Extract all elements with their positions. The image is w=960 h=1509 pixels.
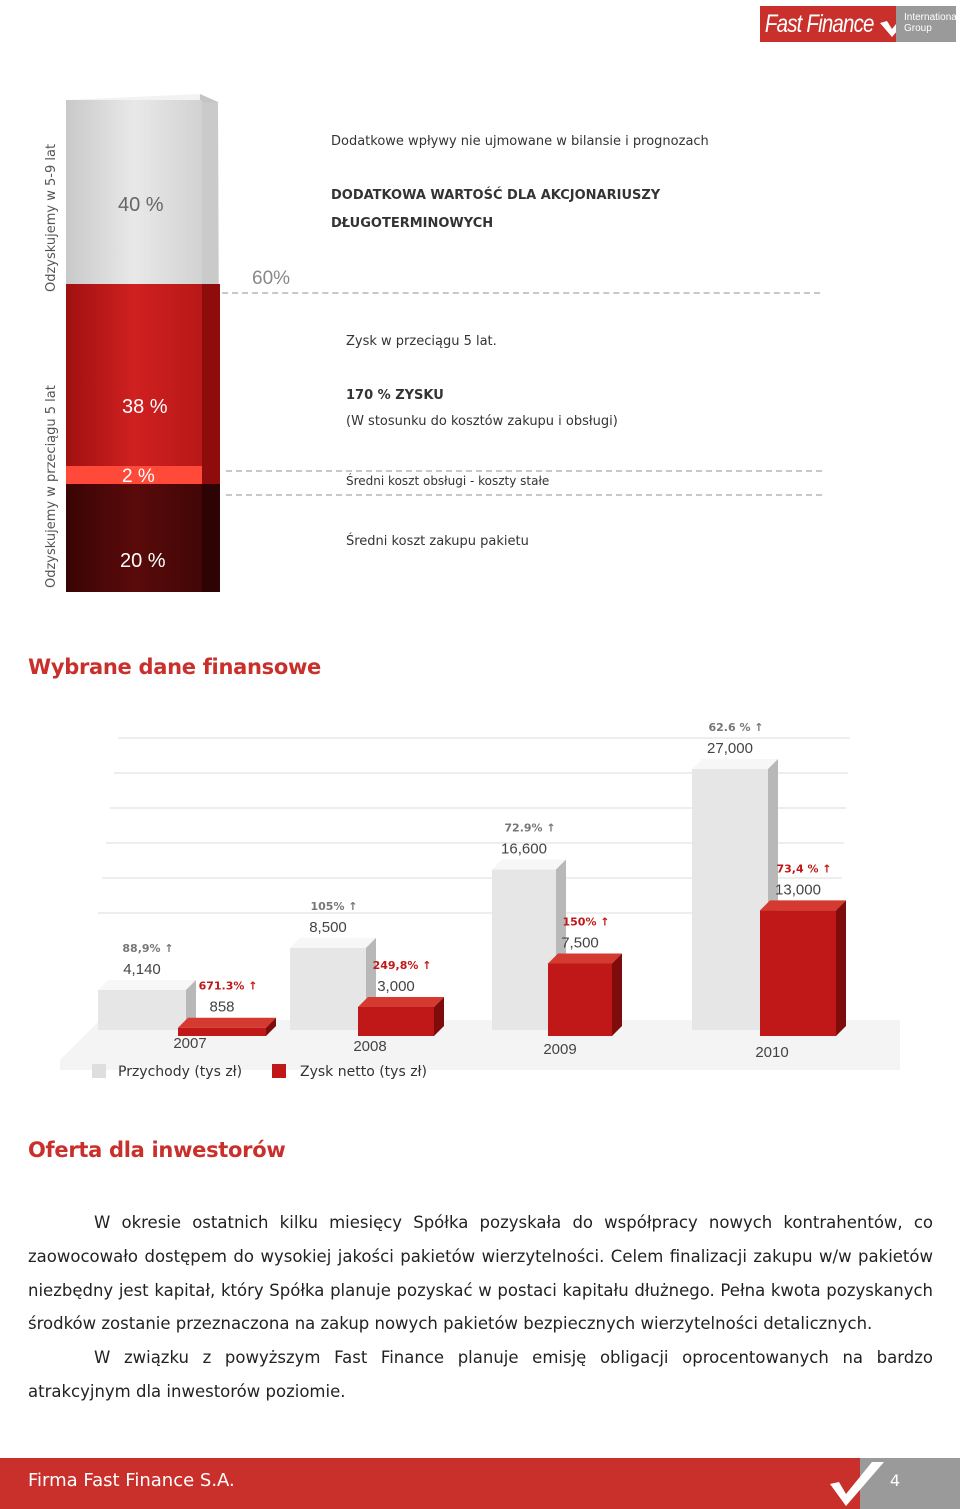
- value-label: 4,140: [123, 960, 161, 978]
- segment-label-grey: 40 %: [118, 194, 164, 216]
- bar-top-2009-0: [492, 860, 566, 870]
- value-label: 8,500: [309, 918, 347, 936]
- page-number: 4: [889, 1471, 900, 1490]
- bar-side-2010-1: [836, 900, 846, 1036]
- footer-company: Firma Fast Finance S.A.: [28, 1470, 235, 1491]
- profit-value: 170 % ZYSKU: [346, 388, 444, 403]
- offer-paragraph-2: W związku z powyższym Fast Finance planuje emisję obligacji oprocentowanych na bardzo atrakcyjnym dla inwestorów poziomie.: [28, 1348, 933, 1401]
- bar-top-2008-0: [290, 938, 376, 948]
- financial-chart: [60, 721, 900, 1100]
- bar-top-2009-1: [548, 954, 622, 964]
- legend-label-revenue: Przychody (tys zł): [118, 1064, 243, 1080]
- bar-top-2008-1: [358, 997, 444, 1007]
- growth-label: 62.6 % ↑: [708, 721, 764, 734]
- bar-2009-net-profit: [548, 964, 612, 1037]
- segment-label-dark-red: 20 %: [120, 550, 166, 572]
- logo-sub-line1: International: [904, 12, 960, 23]
- legend-label-net-profit: Zysk netto (tys zł): [300, 1064, 427, 1080]
- page-footer: [0, 1458, 960, 1509]
- bar-2007-revenue: [98, 990, 186, 1030]
- offer-text: [28, 1206, 933, 1409]
- segment-label-bright-red: 2 %: [122, 466, 155, 487]
- left-label-top: Odzyskujemy w 5-9 lat: [44, 143, 59, 292]
- value-label: 3,000: [377, 978, 415, 995]
- service-cost-label: Średni koszt obsługi - koszty stałe: [346, 474, 550, 488]
- value-label: 16,600: [501, 840, 547, 858]
- divider-line-1: [226, 470, 822, 472]
- extra-value-line2: DŁUGOTERMINOWYCH: [331, 216, 494, 231]
- recovery-bar: [0, 80, 260, 600]
- growth-label: 73,4 % ↑: [776, 862, 832, 876]
- segment-dark-red: [66, 484, 202, 592]
- purchase-cost-label: Średni koszt zakupu pakietu: [346, 534, 529, 549]
- x-tick-label: 2009: [543, 1041, 577, 1058]
- bar-top-2007-1: [178, 1018, 276, 1028]
- profit-note: (W stosunku do kosztów zakupu i obsługi): [346, 414, 618, 429]
- threshold-line: [222, 292, 820, 294]
- bar-2010-revenue: [692, 769, 768, 1030]
- bar-2008-net-profit: [358, 1007, 434, 1036]
- segment-label-red: 38 %: [122, 396, 168, 418]
- x-tick-label: 2008: [353, 1038, 387, 1055]
- segment-grey: [66, 100, 202, 284]
- left-label-bottom: Odzyskujemy w przeciągu 5 lat: [44, 385, 59, 588]
- growth-label: 249,8% ↑: [372, 959, 432, 972]
- threshold-label: 60%: [252, 268, 291, 289]
- bar-side-red: [202, 284, 220, 484]
- logo-sub-line2: Group: [904, 23, 932, 34]
- section-title-offer: Oferta dla inwestorów: [28, 1138, 286, 1162]
- footer-checkmark-icon: [826, 1458, 886, 1509]
- bar-2008-revenue: [290, 948, 366, 1030]
- extra-title: Dodatkowe wpływy nie ujmowane w bilansie i prognozach: [331, 134, 709, 149]
- growth-label: 88,9% ↑: [122, 941, 174, 955]
- divider-line-2: [226, 494, 822, 496]
- growth-label: 671.3% ↑: [198, 979, 258, 993]
- section-title-financial: Wybrane dane finansowe: [28, 655, 321, 679]
- bar-top-2010-1: [760, 900, 846, 910]
- growth-label: 72.9% ↑: [504, 821, 556, 835]
- company-logo: [760, 6, 960, 42]
- offer-paragraph-1: W okresie ostatnich kilku miesięcy Spółka pozyskała do współpracy nowych kontrahentów, co zaowocowało dostępem do wysokiej jakości pakietów wierzytelności. Celem finalizacji zakupu w/w pakietów niezbędny jest kapitał, który Spółka planuje pozyskać w postaci kapitału dłużnego. Pełna kwota pozyskanych środków zostanie przeznaczona na zakup nowych pakietów bezpiecznych wierzytelności detalicznych.: [28, 1213, 933, 1334]
- recovery-diagram: [0, 80, 960, 610]
- growth-label: 150% ↑: [562, 915, 610, 929]
- profit-title: Zysk w przeciągu 5 lat.: [346, 334, 497, 349]
- bar-top-2010-0: [692, 759, 778, 769]
- bar-2009-revenue: [492, 870, 556, 1030]
- bar-2010-net-profit: [760, 910, 836, 1036]
- extra-value-line1: DODATKOWA WARTOŚĆ DLA AKCJONARIUSZY: [331, 188, 661, 203]
- bar-top-2007-0: [98, 980, 196, 990]
- legend-swatch-revenue: [92, 1064, 106, 1078]
- x-tick-label: 2010: [755, 1044, 789, 1061]
- logo-brand: Fast Finance: [764, 9, 874, 38]
- legend-swatch-net-profit: [272, 1064, 286, 1078]
- value-label: 27,000: [707, 740, 753, 757]
- value-label: 7,500: [561, 934, 599, 952]
- growth-label: 105% ↑: [310, 899, 358, 913]
- x-tick-label: 2007: [173, 1035, 207, 1052]
- value-label: 858: [209, 998, 235, 1016]
- logo-subtitle: [896, 6, 960, 42]
- value-label: 13,000: [775, 881, 821, 899]
- bar-side-dark: [202, 484, 220, 592]
- segment-red: [66, 284, 202, 466]
- bar-side-2009-1: [612, 954, 622, 1037]
